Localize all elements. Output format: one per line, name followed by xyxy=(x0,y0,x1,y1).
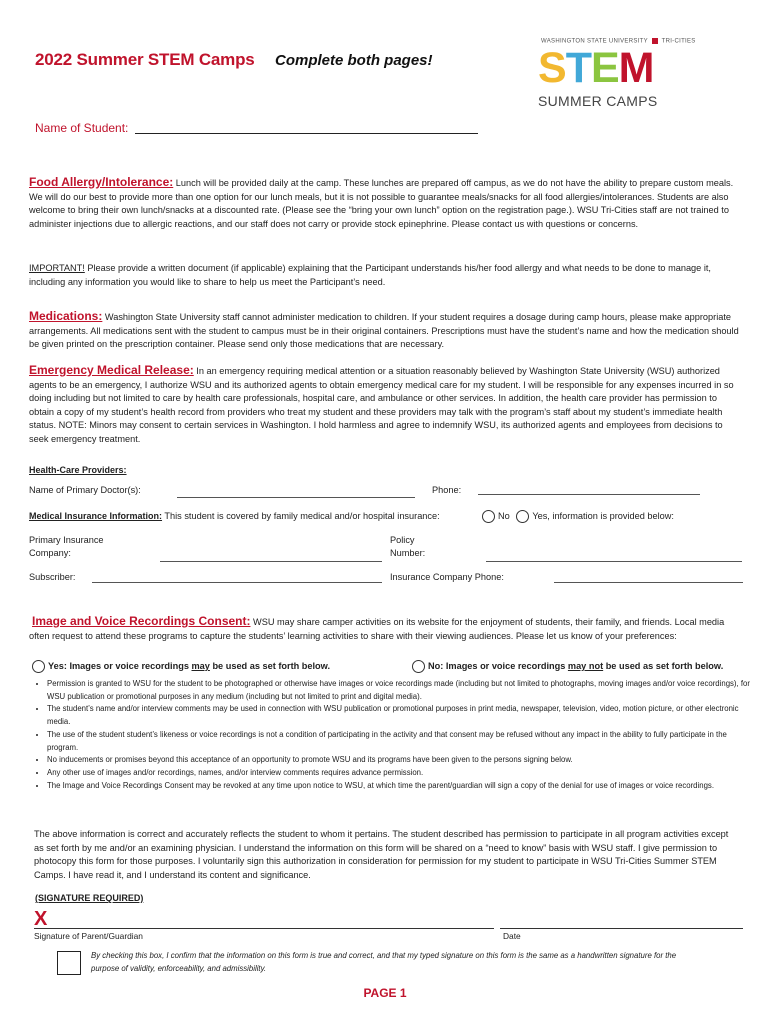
primary-doctor-label: Name of Primary Doctor(s): xyxy=(29,485,141,495)
logo-campus: TRI-CITIES xyxy=(661,38,696,45)
date-field[interactable] xyxy=(500,928,743,929)
health-care-providers-heading: Health-Care Providers: xyxy=(29,465,127,475)
emergency-heading: Emergency Medical Release: xyxy=(29,363,194,377)
consent-bullet: • No inducements or promises beyond this acceptance of an opportunity to promote WSU and its programs have been given to the persons signing below. xyxy=(47,754,757,767)
medications-text: Washington State University staff cannot administer medication to children. If your student requires a dosage during camp hours, please make appropriate arrangements. All medications sent with the student to campus must be in their original containers. Prescriptions must have the student’s name and how the medication should be given printed on the prescription container. Please send only those medications that are necessary. xyxy=(29,312,739,350)
parent-signature-label: Signature of Parent/Guardian xyxy=(34,931,143,941)
primary-insurance-label-line1: Primary Insurance xyxy=(29,535,104,545)
parent-signature-field[interactable] xyxy=(34,928,494,929)
insurance-company-phone-field[interactable] xyxy=(554,582,743,583)
important-label: IMPORTANT! xyxy=(29,263,85,273)
signature-x-mark: X xyxy=(34,908,48,930)
consent-yes-option xyxy=(32,660,330,673)
consent-yes-radio[interactable] xyxy=(32,660,45,673)
consent-yes-post: be used as set forth below. xyxy=(209,660,331,671)
consent-bullet: • The student’s name and/or interview comments may be used in connection with WSU publication or promotional purposes in print media, newspaper, television, video, motion picture, or other electronic media. xyxy=(47,703,757,728)
emergency-text: In an emergency requiring medical attention or a situation reasonably believed by Washington State University (WSU) authorized agents to be an emergency, I authorize WSU and its authorized agents to obtain emergency medical care for my student. I will be responsible for any expenses incurred in so doing including but not limited to care by health care professionals, hospital care, and ambulance or other services. In addition, the health care provider has permission to obtain a copy of my student’s health record from providers who treat my student and these providers may talk with the program’s staff about my student’s immediate health status. NOTE: Minors may consent to certain services in Washington. I hold harmless and agree to indemnify WSU, its authorized agents and employees from decisions to seek emergency treatment. xyxy=(29,366,734,444)
consent-no-post: be used as set forth below. xyxy=(603,660,724,671)
insurance-options xyxy=(482,510,674,523)
emergency-section xyxy=(29,364,743,447)
insurance-no-label: No xyxy=(498,510,510,521)
confirm-checkbox-text: By checking this box, I confirm that the information on this form is true and correct, and that my typed signature on this form is the same as a handwritten signature for the purpose of validity, enforceability, and admissibility. xyxy=(91,951,677,973)
doctor-phone-field[interactable] xyxy=(478,494,700,495)
consent-bullet: • Any other use of images and/or recordings, names, and/or interview comments requires advance permission. xyxy=(47,767,757,780)
consent-no-option xyxy=(412,660,723,673)
consent-bullet: • Permission is granted to WSU for the student to be photographed or otherwise have images or voice recordings made (including but not limited to photographs, moving images and/or voice recordings), for WSU publication or promotional purposes in any medium (including but not limited to print and digital media). xyxy=(47,678,757,703)
consent-bullet: • The use of the student student’s likeness or voice recordings is not a condition of participating in the activity and that consent may be refused without any impact in the ability to fully participate in the program. xyxy=(47,729,757,754)
primary-insurance-field[interactable] xyxy=(160,561,382,562)
insurance-no-radio[interactable] xyxy=(482,510,495,523)
student-name-field[interactable] xyxy=(135,133,478,134)
consent-bullet: • The Image and Voice Recordings Consent may be revoked at any time upon notice to WSU, at which time the parent/guardian will sign a copy of the denial for use of images or voice recordings. xyxy=(47,780,757,793)
food-allergy-text: Lunch will be provided daily at the camp. These lunches are prepared off campus, as we do not have the ability to prepare custom meals. We will do our best to provide more than one option for our lunch meals, but it is not possible to guarantee meals/snacks for all food allergies/intolerances. Students are also welcome to bring their own lunch/snacks at a discounted rate. (Please see the “bring your own lunch” option on the registration page.). WSU Tri-Cities staff are not trained to administer injections due to allergic reactions, and our staff does not carry or provide stock epinephrine. Please contact us with questions or concerns. xyxy=(29,178,734,229)
primary-doctor-field[interactable] xyxy=(177,497,415,498)
doctor-phone-label: Phone: xyxy=(432,485,462,495)
confirm-checkbox[interactable] xyxy=(57,951,81,975)
page-number: PAGE 1 xyxy=(363,986,407,1000)
consent-bullets xyxy=(29,678,757,792)
consent-no-may-not: may not xyxy=(567,660,604,671)
logo-letter-s: S xyxy=(538,44,566,92)
primary-insurance-label-line2: Company: xyxy=(29,548,71,558)
form-title: 2022 Summer STEM Camps xyxy=(35,50,255,69)
important-text: Please provide a written document (if applicable) explaining that the Participant understands his/her food allergy and what needs to be done to manage it, including any information you would like to share to help us meet the Participant’s need. xyxy=(29,263,711,287)
subscriber-field[interactable] xyxy=(92,582,382,583)
insurance-company-phone-label: Insurance Company Phone: xyxy=(390,572,504,582)
insurance-row xyxy=(29,511,440,521)
logo-letter-m: M xyxy=(618,44,654,92)
logo-letter-e: E xyxy=(590,44,619,92)
medications-heading: Medications: xyxy=(29,309,103,323)
medications-section xyxy=(29,310,743,352)
consent-yes-text: Yes: Images or voice recordings xyxy=(48,660,192,671)
insurance-yes-radio[interactable] xyxy=(516,510,529,523)
policy-number-label xyxy=(390,534,425,560)
primary-insurance-label xyxy=(29,534,104,560)
attestation-text: The above information is correct and accurately reflects the student to whom it pertains. The student described has permission to participate in all program activities except as set forth by me and/or an examining physician. I understand the information on this form will be shared on a “need to know” basis with WSU staff. I give permission to photocopy this form for those purposes. I voluntarily sign this authorization in consideration for permission for my student to participate in WSU Tri-Cities Summer STEM Camps. I have read it, and I understand its content and significance. xyxy=(34,829,729,880)
policy-number-label-line1: Policy xyxy=(390,535,415,545)
food-allergy-section xyxy=(29,176,743,231)
logo-tagline: SUMMER CAMPS xyxy=(538,93,658,109)
insurance-text: This student is covered by family medical and/or hospital insurance: xyxy=(162,511,440,521)
logo-letter-t: T xyxy=(565,44,591,92)
policy-number-field[interactable] xyxy=(486,561,742,562)
consent-yes-may: may xyxy=(191,660,210,671)
stem-logo xyxy=(533,38,696,112)
subscriber-label: Subscriber: xyxy=(29,572,76,582)
consent-section xyxy=(29,615,743,643)
insurance-heading: Medical Insurance Information: xyxy=(29,511,163,521)
logo-university: WASHINGTON STATE UNIVERSITY xyxy=(541,38,648,45)
consent-no-text: No: Images or voice recordings xyxy=(428,660,568,671)
food-allergy-heading: Food Allergy/Intolerance: xyxy=(29,175,174,189)
consent-text: WSU may share camper activities on its website for the enjoyment of students, their family, and friends. Local media often request to attend these programs to capture the students’ learning activities to share with their viewing audiences. Please let us know of your preferences: xyxy=(29,617,725,641)
consent-no-radio[interactable] xyxy=(412,660,425,673)
date-label: Date xyxy=(503,931,521,941)
policy-number-label-line2: Number: xyxy=(390,548,426,558)
signature-required-label: (SIGNATURE REQUIRED) xyxy=(35,893,144,903)
insurance-yes-label: Yes, information is provided below: xyxy=(532,510,674,521)
important-note xyxy=(29,262,743,289)
consent-heading: Image and Voice Recordings Consent: xyxy=(32,614,251,628)
student-name-label: Name of Student: xyxy=(35,121,129,135)
form-subtitle: Complete both pages! xyxy=(275,52,433,69)
